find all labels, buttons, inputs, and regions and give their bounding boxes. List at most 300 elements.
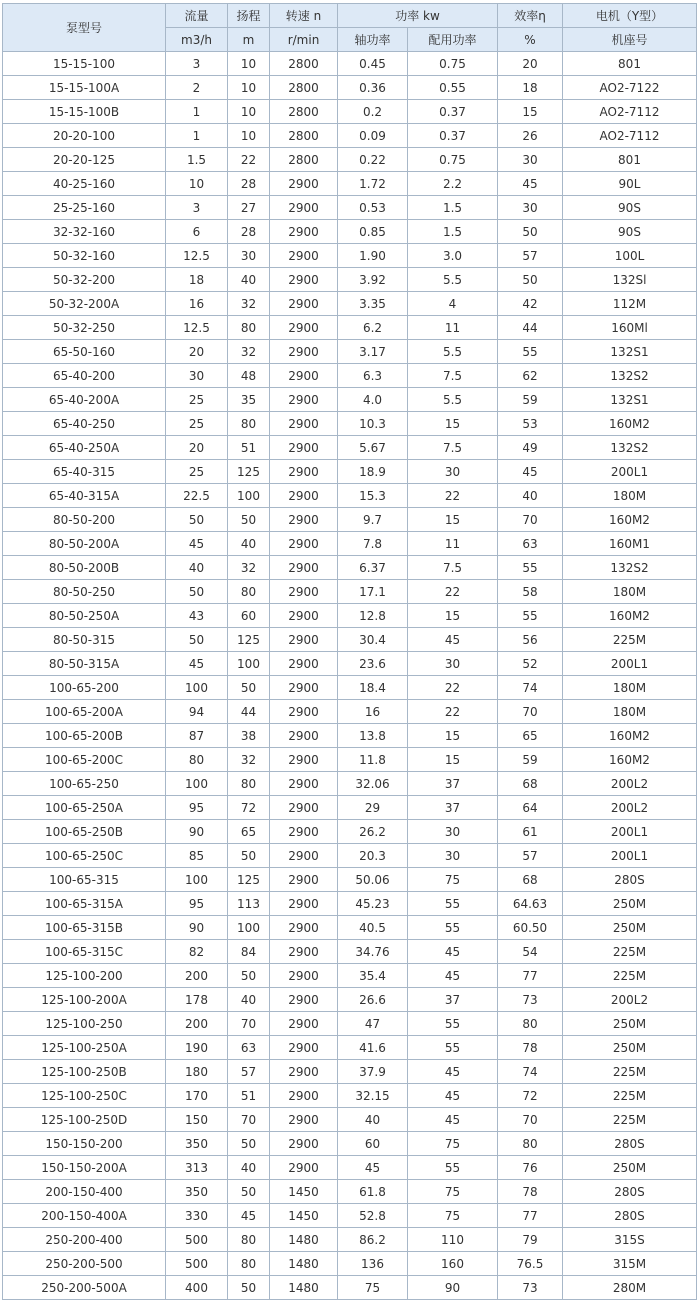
model-cell: 125-100-250D bbox=[3, 1108, 166, 1132]
table-row bbox=[3, 244, 697, 268]
motor-frame-cell: 200L1 bbox=[563, 820, 697, 844]
flow-cell: 350 bbox=[166, 1180, 228, 1204]
header-head-unit: m bbox=[228, 28, 270, 52]
head-cell: 32 bbox=[228, 748, 270, 772]
matched-power-cell: 7.5 bbox=[408, 556, 498, 580]
shaft-power-cell: 0.2 bbox=[338, 100, 408, 124]
head-cell: 100 bbox=[228, 484, 270, 508]
table-row bbox=[3, 196, 697, 220]
speed-cell: 2900 bbox=[270, 844, 338, 868]
shaft-power-cell: 35.4 bbox=[338, 964, 408, 988]
flow-cell: 3 bbox=[166, 196, 228, 220]
table-row bbox=[3, 412, 697, 436]
matched-power-cell: 0.37 bbox=[408, 124, 498, 148]
efficiency-cell: 68 bbox=[498, 772, 563, 796]
efficiency-cell: 56 bbox=[498, 628, 563, 652]
speed-cell: 2900 bbox=[270, 628, 338, 652]
efficiency-cell: 55 bbox=[498, 556, 563, 580]
head-cell: 10 bbox=[228, 100, 270, 124]
shaft-power-cell: 6.2 bbox=[338, 316, 408, 340]
table-row bbox=[3, 1036, 697, 1060]
motor-frame-cell: 280S bbox=[563, 1180, 697, 1204]
matched-power-cell: 37 bbox=[408, 988, 498, 1012]
speed-cell: 2900 bbox=[270, 532, 338, 556]
table-row bbox=[3, 556, 697, 580]
motor-frame-cell: 132S2 bbox=[563, 364, 697, 388]
matched-power-cell: 22 bbox=[408, 580, 498, 604]
speed-cell: 2900 bbox=[270, 172, 338, 196]
table-row bbox=[3, 1228, 697, 1252]
flow-cell: 350 bbox=[166, 1132, 228, 1156]
matched-power-cell: 15 bbox=[408, 724, 498, 748]
matched-power-cell: 5.5 bbox=[408, 340, 498, 364]
flow-cell: 178 bbox=[166, 988, 228, 1012]
shaft-power-cell: 23.6 bbox=[338, 652, 408, 676]
head-cell: 63 bbox=[228, 1036, 270, 1060]
efficiency-cell: 52 bbox=[498, 652, 563, 676]
shaft-power-cell: 26.2 bbox=[338, 820, 408, 844]
head-cell: 51 bbox=[228, 436, 270, 460]
matched-power-cell: 2.2 bbox=[408, 172, 498, 196]
efficiency-cell: 53 bbox=[498, 412, 563, 436]
flow-cell: 18 bbox=[166, 268, 228, 292]
shaft-power-cell: 34.76 bbox=[338, 940, 408, 964]
efficiency-cell: 73 bbox=[498, 988, 563, 1012]
head-cell: 84 bbox=[228, 940, 270, 964]
table-row bbox=[3, 1276, 697, 1300]
shaft-power-cell: 6.3 bbox=[338, 364, 408, 388]
header-motor-frame: 机座号 bbox=[563, 28, 697, 52]
speed-cell: 2900 bbox=[270, 676, 338, 700]
efficiency-cell: 59 bbox=[498, 748, 563, 772]
speed-cell: 2900 bbox=[270, 580, 338, 604]
matched-power-cell: 55 bbox=[408, 1036, 498, 1060]
model-cell: 125-100-250C bbox=[3, 1084, 166, 1108]
matched-power-cell: 7.5 bbox=[408, 436, 498, 460]
head-cell: 32 bbox=[228, 556, 270, 580]
model-cell: 40-25-160 bbox=[3, 172, 166, 196]
efficiency-cell: 44 bbox=[498, 316, 563, 340]
speed-cell: 2800 bbox=[270, 52, 338, 76]
table-row bbox=[3, 292, 697, 316]
speed-cell: 1480 bbox=[270, 1228, 338, 1252]
matched-power-cell: 15 bbox=[408, 508, 498, 532]
head-cell: 125 bbox=[228, 868, 270, 892]
model-cell: 100-65-200A bbox=[3, 700, 166, 724]
model-cell: 125-100-250B bbox=[3, 1060, 166, 1084]
efficiency-cell: 40 bbox=[498, 484, 563, 508]
speed-cell: 2900 bbox=[270, 700, 338, 724]
speed-cell: 2900 bbox=[270, 940, 338, 964]
speed-cell: 2900 bbox=[270, 196, 338, 220]
flow-cell: 12.5 bbox=[166, 244, 228, 268]
matched-power-cell: 160 bbox=[408, 1252, 498, 1276]
speed-cell: 2900 bbox=[270, 1156, 338, 1180]
flow-cell: 50 bbox=[166, 580, 228, 604]
matched-power-cell: 30 bbox=[408, 652, 498, 676]
model-cell: 25-25-160 bbox=[3, 196, 166, 220]
efficiency-cell: 61 bbox=[498, 820, 563, 844]
motor-frame-cell: 250M bbox=[563, 1036, 697, 1060]
shaft-power-cell: 41.6 bbox=[338, 1036, 408, 1060]
efficiency-cell: 62 bbox=[498, 364, 563, 388]
flow-cell: 500 bbox=[166, 1252, 228, 1276]
motor-frame-cell: 225M bbox=[563, 628, 697, 652]
header-matched-power: 配用功率 bbox=[408, 28, 498, 52]
speed-cell: 2900 bbox=[270, 1012, 338, 1036]
header-flow: 流量 bbox=[166, 4, 228, 28]
speed-cell: 2800 bbox=[270, 148, 338, 172]
motor-frame-cell: 315S bbox=[563, 1228, 697, 1252]
shaft-power-cell: 0.22 bbox=[338, 148, 408, 172]
speed-cell: 1480 bbox=[270, 1252, 338, 1276]
motor-frame-cell: 100L bbox=[563, 244, 697, 268]
matched-power-cell: 0.75 bbox=[408, 148, 498, 172]
model-cell: 20-20-100 bbox=[3, 124, 166, 148]
model-cell: 65-40-200 bbox=[3, 364, 166, 388]
model-cell: 80-50-250A bbox=[3, 604, 166, 628]
model-cell: 65-50-160 bbox=[3, 340, 166, 364]
table-row bbox=[3, 340, 697, 364]
shaft-power-cell: 1.90 bbox=[338, 244, 408, 268]
shaft-power-cell: 45.23 bbox=[338, 892, 408, 916]
model-cell: 20-20-125 bbox=[3, 148, 166, 172]
shaft-power-cell: 40.5 bbox=[338, 916, 408, 940]
speed-cell: 2900 bbox=[270, 988, 338, 1012]
efficiency-cell: 45 bbox=[498, 460, 563, 484]
efficiency-cell: 70 bbox=[498, 508, 563, 532]
matched-power-cell: 15 bbox=[408, 748, 498, 772]
shaft-power-cell: 16 bbox=[338, 700, 408, 724]
flow-cell: 20 bbox=[166, 436, 228, 460]
table-row bbox=[3, 580, 697, 604]
model-cell: 50-32-250 bbox=[3, 316, 166, 340]
shaft-power-cell: 0.53 bbox=[338, 196, 408, 220]
efficiency-cell: 80 bbox=[498, 1012, 563, 1036]
speed-cell: 2900 bbox=[270, 316, 338, 340]
matched-power-cell: 3.0 bbox=[408, 244, 498, 268]
motor-frame-cell: 180M bbox=[563, 676, 697, 700]
flow-cell: 200 bbox=[166, 1012, 228, 1036]
head-cell: 45 bbox=[228, 1204, 270, 1228]
model-cell: 100-65-315B bbox=[3, 916, 166, 940]
model-cell: 15-15-100B bbox=[3, 100, 166, 124]
motor-frame-cell: 250M bbox=[563, 892, 697, 916]
speed-cell: 2900 bbox=[270, 1084, 338, 1108]
table-row bbox=[3, 124, 697, 148]
motor-frame-cell: 225M bbox=[563, 1084, 697, 1108]
model-cell: 100-65-250B bbox=[3, 820, 166, 844]
motor-frame-cell: 250M bbox=[563, 1012, 697, 1036]
efficiency-cell: 77 bbox=[498, 964, 563, 988]
efficiency-cell: 80 bbox=[498, 1132, 563, 1156]
motor-frame-cell: 160M2 bbox=[563, 748, 697, 772]
head-cell: 80 bbox=[228, 772, 270, 796]
shaft-power-cell: 32.15 bbox=[338, 1084, 408, 1108]
flow-cell: 90 bbox=[166, 820, 228, 844]
model-cell: 80-50-250 bbox=[3, 580, 166, 604]
motor-frame-cell: 132Sl bbox=[563, 268, 697, 292]
flow-cell: 50 bbox=[166, 508, 228, 532]
shaft-power-cell: 3.92 bbox=[338, 268, 408, 292]
flow-cell: 100 bbox=[166, 868, 228, 892]
shaft-power-cell: 10.3 bbox=[338, 412, 408, 436]
model-cell: 100-65-250A bbox=[3, 796, 166, 820]
motor-frame-cell: 801 bbox=[563, 148, 697, 172]
table-row bbox=[3, 52, 697, 76]
model-cell: 100-65-250 bbox=[3, 772, 166, 796]
flow-cell: 20 bbox=[166, 340, 228, 364]
speed-cell: 2800 bbox=[270, 100, 338, 124]
motor-frame-cell: 280S bbox=[563, 1132, 697, 1156]
efficiency-cell: 79 bbox=[498, 1228, 563, 1252]
header-efficiency-unit: % bbox=[498, 28, 563, 52]
speed-cell: 2900 bbox=[270, 964, 338, 988]
pump-spec-table bbox=[2, 3, 697, 1300]
head-cell: 100 bbox=[228, 916, 270, 940]
shaft-power-cell: 86.2 bbox=[338, 1228, 408, 1252]
efficiency-cell: 26 bbox=[498, 124, 563, 148]
motor-frame-cell: 200L2 bbox=[563, 988, 697, 1012]
speed-cell: 2900 bbox=[270, 1132, 338, 1156]
head-cell: 30 bbox=[228, 244, 270, 268]
model-cell: 250-200-500A bbox=[3, 1276, 166, 1300]
speed-cell: 2900 bbox=[270, 1060, 338, 1084]
head-cell: 125 bbox=[228, 628, 270, 652]
header-flow-unit: m3/h bbox=[166, 28, 228, 52]
matched-power-cell: 45 bbox=[408, 1060, 498, 1084]
header-speed: 转速 n bbox=[270, 4, 338, 28]
flow-cell: 87 bbox=[166, 724, 228, 748]
model-cell: 250-200-500 bbox=[3, 1252, 166, 1276]
shaft-power-cell: 1.72 bbox=[338, 172, 408, 196]
table-row bbox=[3, 844, 697, 868]
flow-cell: 170 bbox=[166, 1084, 228, 1108]
speed-cell: 2900 bbox=[270, 892, 338, 916]
matched-power-cell: 15 bbox=[408, 412, 498, 436]
model-cell: 80-50-315A bbox=[3, 652, 166, 676]
motor-frame-cell: 180M bbox=[563, 580, 697, 604]
flow-cell: 50 bbox=[166, 628, 228, 652]
motor-frame-cell: 280M bbox=[563, 1276, 697, 1300]
matched-power-cell: 22 bbox=[408, 484, 498, 508]
efficiency-cell: 70 bbox=[498, 700, 563, 724]
model-cell: 125-100-200A bbox=[3, 988, 166, 1012]
head-cell: 65 bbox=[228, 820, 270, 844]
table-row bbox=[3, 772, 697, 796]
motor-frame-cell: 801 bbox=[563, 52, 697, 76]
head-cell: 40 bbox=[228, 1156, 270, 1180]
motor-frame-cell: 225M bbox=[563, 940, 697, 964]
model-cell: 100-65-250C bbox=[3, 844, 166, 868]
flow-cell: 45 bbox=[166, 532, 228, 556]
matched-power-cell: 0.75 bbox=[408, 52, 498, 76]
motor-frame-cell: 90L bbox=[563, 172, 697, 196]
table-row bbox=[3, 748, 697, 772]
head-cell: 32 bbox=[228, 340, 270, 364]
efficiency-cell: 68 bbox=[498, 868, 563, 892]
head-cell: 10 bbox=[228, 76, 270, 100]
shaft-power-cell: 0.36 bbox=[338, 76, 408, 100]
matched-power-cell: 45 bbox=[408, 964, 498, 988]
motor-frame-cell: 132S2 bbox=[563, 436, 697, 460]
model-cell: 32-32-160 bbox=[3, 220, 166, 244]
speed-cell: 2900 bbox=[270, 460, 338, 484]
shaft-power-cell: 5.67 bbox=[338, 436, 408, 460]
head-cell: 35 bbox=[228, 388, 270, 412]
matched-power-cell: 37 bbox=[408, 772, 498, 796]
head-cell: 48 bbox=[228, 364, 270, 388]
table-row bbox=[3, 76, 697, 100]
table-row bbox=[3, 892, 697, 916]
efficiency-cell: 50 bbox=[498, 268, 563, 292]
table-row bbox=[3, 964, 697, 988]
matched-power-cell: 30 bbox=[408, 820, 498, 844]
matched-power-cell: 75 bbox=[408, 1204, 498, 1228]
efficiency-cell: 63 bbox=[498, 532, 563, 556]
matched-power-cell: 15 bbox=[408, 604, 498, 628]
speed-cell: 2900 bbox=[270, 484, 338, 508]
model-cell: 100-65-315C bbox=[3, 940, 166, 964]
shaft-power-cell: 17.1 bbox=[338, 580, 408, 604]
matched-power-cell: 45 bbox=[408, 940, 498, 964]
speed-cell: 2900 bbox=[270, 220, 338, 244]
table-row bbox=[3, 1012, 697, 1036]
efficiency-cell: 15 bbox=[498, 100, 563, 124]
shaft-power-cell: 15.3 bbox=[338, 484, 408, 508]
table-row bbox=[3, 460, 697, 484]
speed-cell: 2900 bbox=[270, 508, 338, 532]
speed-cell: 2900 bbox=[270, 292, 338, 316]
table-row bbox=[3, 220, 697, 244]
matched-power-cell: 45 bbox=[408, 1084, 498, 1108]
table-row bbox=[3, 604, 697, 628]
shaft-power-cell: 50.06 bbox=[338, 868, 408, 892]
flow-cell: 95 bbox=[166, 892, 228, 916]
speed-cell: 2900 bbox=[270, 796, 338, 820]
efficiency-cell: 57 bbox=[498, 244, 563, 268]
motor-frame-cell: 132S1 bbox=[563, 340, 697, 364]
model-cell: 200-150-400A bbox=[3, 1204, 166, 1228]
flow-cell: 6 bbox=[166, 220, 228, 244]
header-speed-unit: r/min bbox=[270, 28, 338, 52]
motor-frame-cell: 90S bbox=[563, 220, 697, 244]
efficiency-cell: 54 bbox=[498, 940, 563, 964]
efficiency-cell: 78 bbox=[498, 1036, 563, 1060]
motor-frame-cell: 315M bbox=[563, 1252, 697, 1276]
model-cell: 250-200-400 bbox=[3, 1228, 166, 1252]
matched-power-cell: 30 bbox=[408, 844, 498, 868]
head-cell: 32 bbox=[228, 292, 270, 316]
shaft-power-cell: 12.8 bbox=[338, 604, 408, 628]
head-cell: 28 bbox=[228, 172, 270, 196]
motor-frame-cell: 160M2 bbox=[563, 508, 697, 532]
motor-frame-cell: 200L1 bbox=[563, 460, 697, 484]
head-cell: 50 bbox=[228, 844, 270, 868]
flow-cell: 45 bbox=[166, 652, 228, 676]
matched-power-cell: 75 bbox=[408, 1180, 498, 1204]
table-body bbox=[3, 52, 697, 1300]
efficiency-cell: 78 bbox=[498, 1180, 563, 1204]
motor-frame-cell: 280S bbox=[563, 868, 697, 892]
model-cell: 200-150-400 bbox=[3, 1180, 166, 1204]
flow-cell: 3 bbox=[166, 52, 228, 76]
shaft-power-cell: 0.85 bbox=[338, 220, 408, 244]
model-cell: 100-65-315 bbox=[3, 868, 166, 892]
table-row bbox=[3, 796, 697, 820]
matched-power-cell: 75 bbox=[408, 1132, 498, 1156]
flow-cell: 1.5 bbox=[166, 148, 228, 172]
table-row bbox=[3, 820, 697, 844]
efficiency-cell: 20 bbox=[498, 52, 563, 76]
flow-cell: 40 bbox=[166, 556, 228, 580]
table-row bbox=[3, 1156, 697, 1180]
speed-cell: 2900 bbox=[270, 652, 338, 676]
motor-frame-cell: 225M bbox=[563, 1108, 697, 1132]
table-row bbox=[3, 100, 697, 124]
matched-power-cell: 11 bbox=[408, 532, 498, 556]
table-row bbox=[3, 700, 697, 724]
efficiency-cell: 42 bbox=[498, 292, 563, 316]
head-cell: 125 bbox=[228, 460, 270, 484]
model-cell: 150-150-200A bbox=[3, 1156, 166, 1180]
model-cell: 100-65-200C bbox=[3, 748, 166, 772]
matched-power-cell: 90 bbox=[408, 1276, 498, 1300]
efficiency-cell: 49 bbox=[498, 436, 563, 460]
shaft-power-cell: 40 bbox=[338, 1108, 408, 1132]
flow-cell: 150 bbox=[166, 1108, 228, 1132]
speed-cell: 2900 bbox=[270, 388, 338, 412]
matched-power-cell: 55 bbox=[408, 892, 498, 916]
matched-power-cell: 55 bbox=[408, 916, 498, 940]
efficiency-cell: 65 bbox=[498, 724, 563, 748]
flow-cell: 2 bbox=[166, 76, 228, 100]
model-cell: 100-65-315A bbox=[3, 892, 166, 916]
table-row bbox=[3, 724, 697, 748]
speed-cell: 2900 bbox=[270, 1108, 338, 1132]
head-cell: 50 bbox=[228, 1132, 270, 1156]
table-row bbox=[3, 676, 697, 700]
head-cell: 27 bbox=[228, 196, 270, 220]
flow-cell: 313 bbox=[166, 1156, 228, 1180]
head-cell: 72 bbox=[228, 796, 270, 820]
head-cell: 40 bbox=[228, 532, 270, 556]
shaft-power-cell: 7.8 bbox=[338, 532, 408, 556]
motor-frame-cell: 200L2 bbox=[563, 796, 697, 820]
motor-frame-cell: 200L1 bbox=[563, 652, 697, 676]
efficiency-cell: 77 bbox=[498, 1204, 563, 1228]
flow-cell: 10 bbox=[166, 172, 228, 196]
shaft-power-cell: 3.17 bbox=[338, 340, 408, 364]
flow-cell: 1 bbox=[166, 124, 228, 148]
efficiency-cell: 74 bbox=[498, 676, 563, 700]
table-row bbox=[3, 1084, 697, 1108]
head-cell: 50 bbox=[228, 676, 270, 700]
shaft-power-cell: 32.06 bbox=[338, 772, 408, 796]
head-cell: 50 bbox=[228, 1180, 270, 1204]
speed-cell: 2900 bbox=[270, 868, 338, 892]
matched-power-cell: 55 bbox=[408, 1012, 498, 1036]
head-cell: 38 bbox=[228, 724, 270, 748]
efficiency-cell: 64 bbox=[498, 796, 563, 820]
flow-cell: 400 bbox=[166, 1276, 228, 1300]
motor-frame-cell: 180M bbox=[563, 700, 697, 724]
speed-cell: 2900 bbox=[270, 748, 338, 772]
motor-frame-cell: 225M bbox=[563, 964, 697, 988]
speed-cell: 1450 bbox=[270, 1180, 338, 1204]
flow-cell: 43 bbox=[166, 604, 228, 628]
speed-cell: 2800 bbox=[270, 76, 338, 100]
